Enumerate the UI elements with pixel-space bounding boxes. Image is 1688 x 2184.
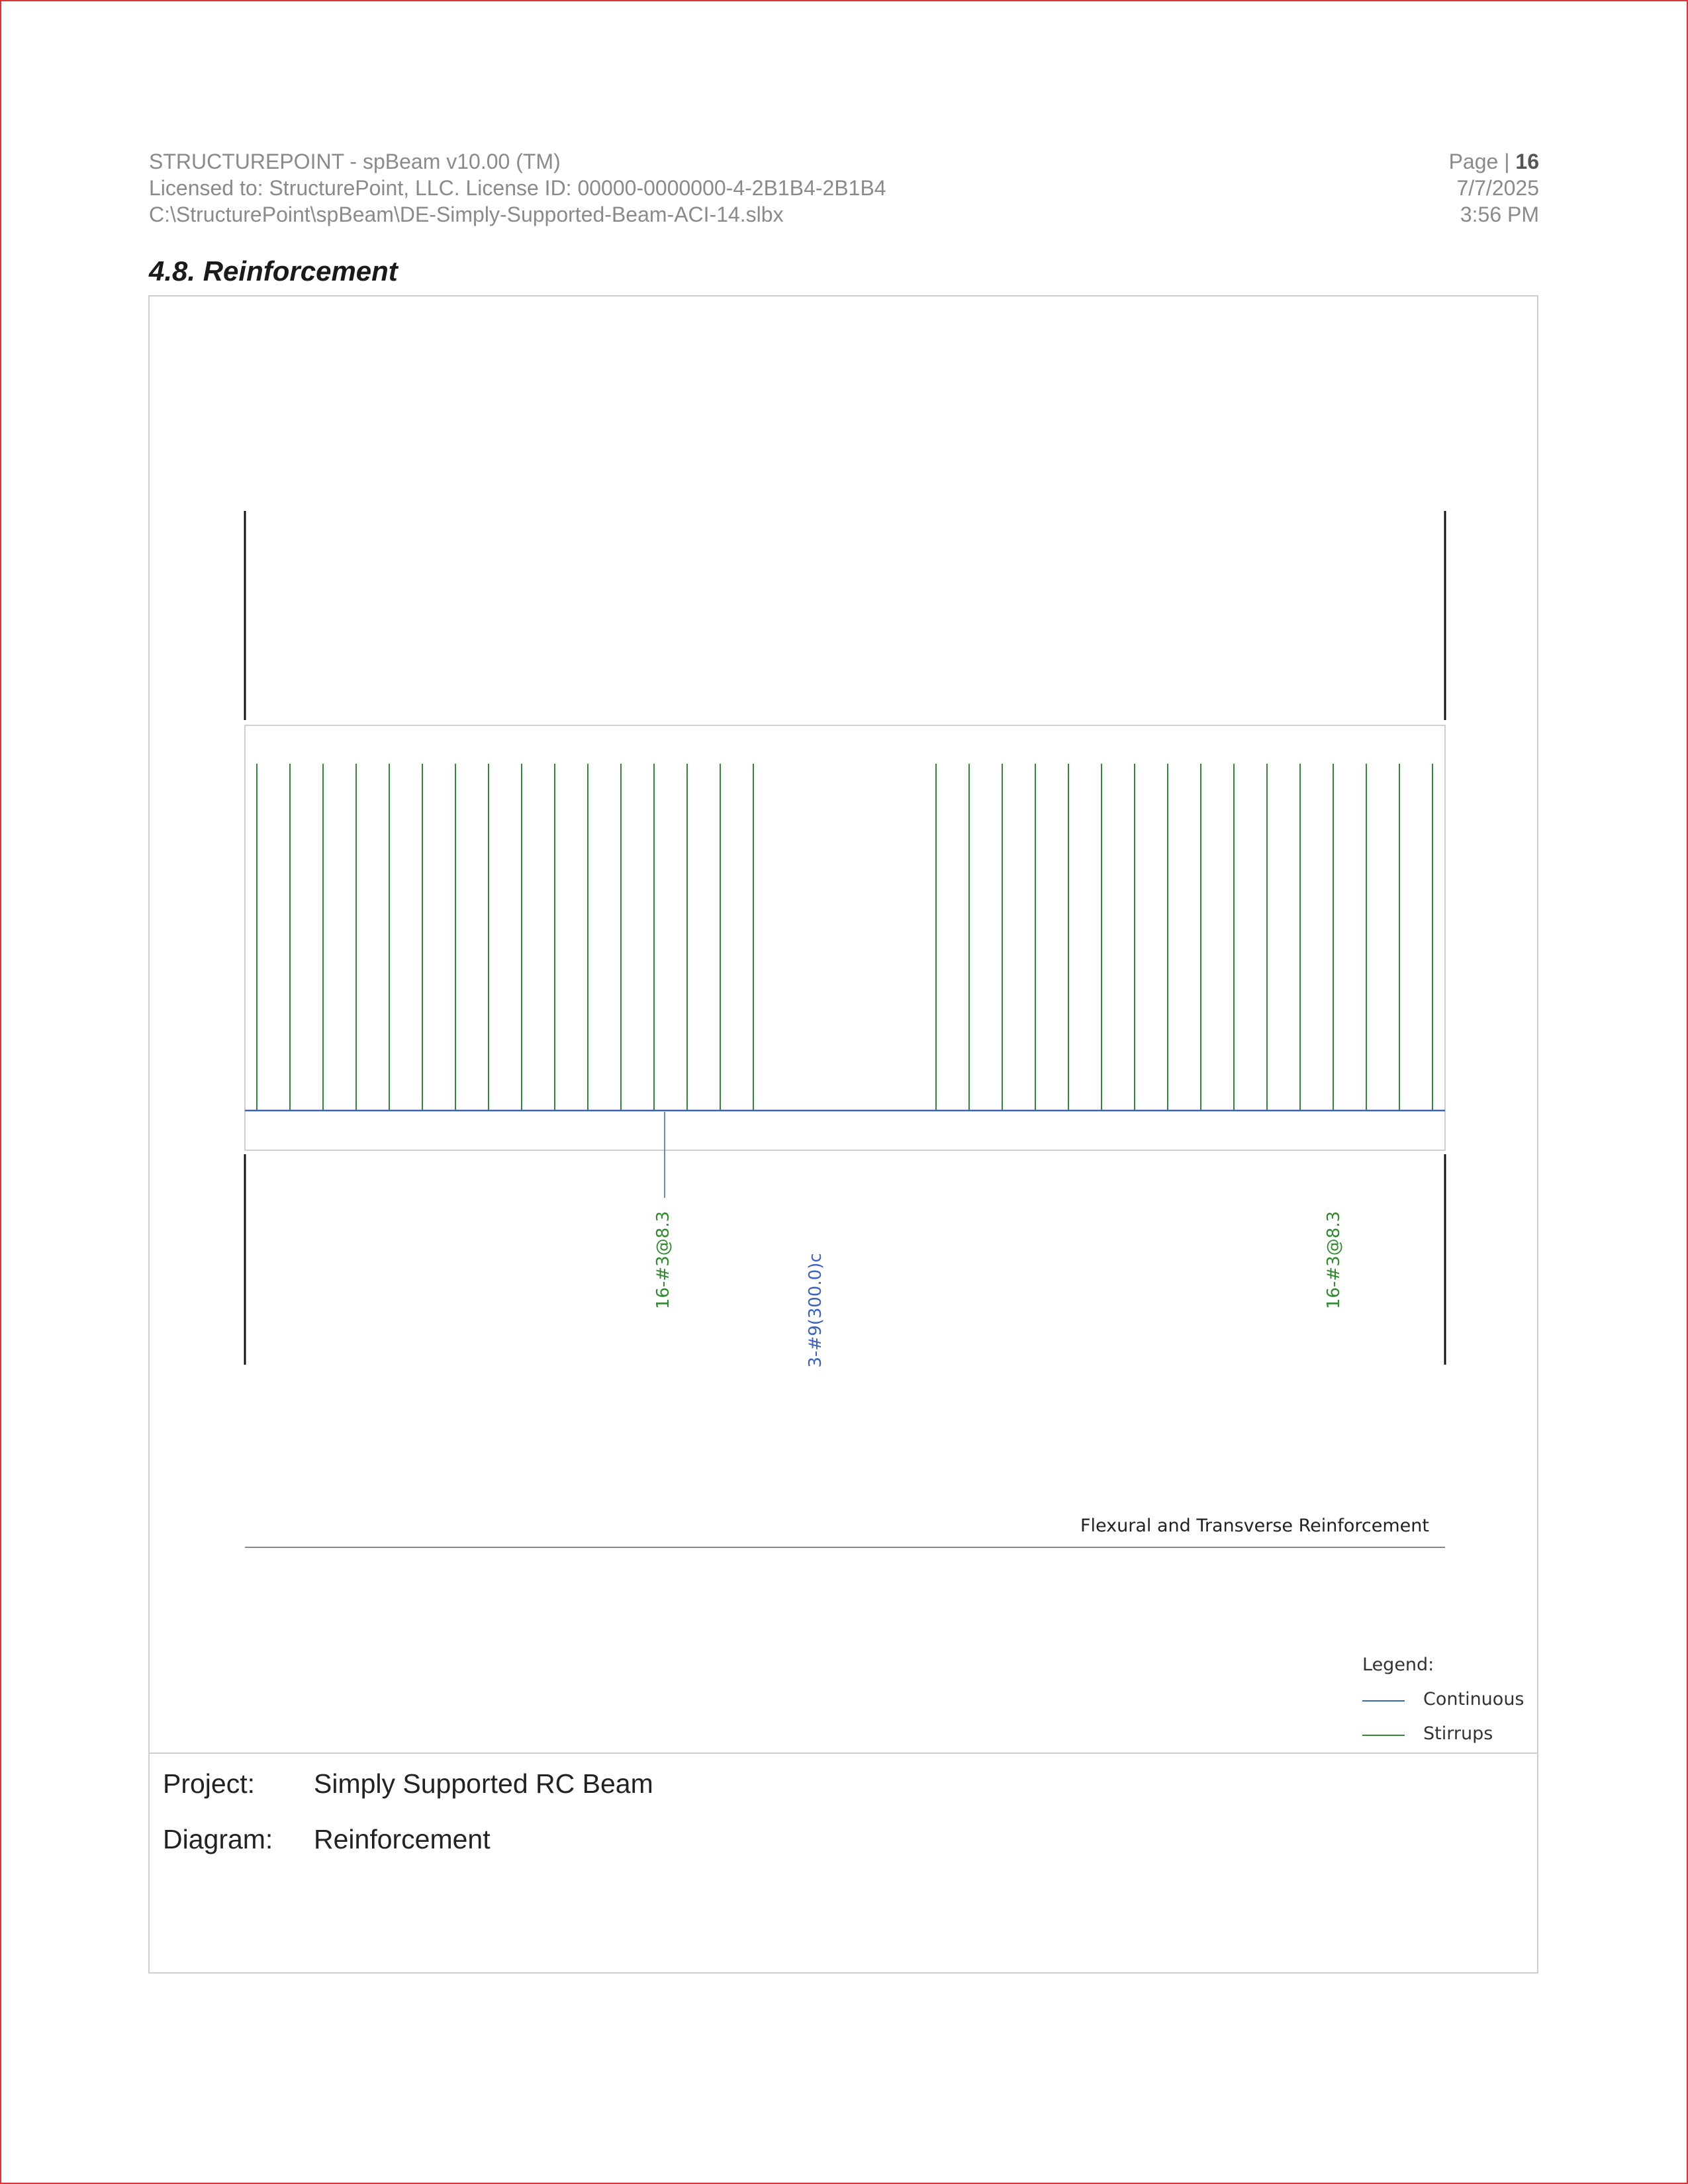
bottom-bar-label: 3-#9(300.0)c (806, 1253, 825, 1368)
legend-swatch-stirrups (1362, 1735, 1405, 1736)
project-info-panel (148, 1752, 1538, 1975)
page-label: Page | (1448, 150, 1516, 173)
diagram-key: Diagram: (163, 1824, 273, 1854)
report-date: 7/7/2025 (1456, 176, 1539, 200)
page-indicator (1449, 148, 1539, 175)
license-line: Licensed to: StructurePoint, LLC. License ID: 00000-0000000-4-2B1B4-2B1B4 (149, 176, 886, 200)
report-header-left (149, 148, 886, 228)
file-path-line: C:\StructurePoint\spBeam\DE-Simply-Supported-Beam-ACI-14.slbx (149, 203, 784, 226)
diagram-frame (148, 295, 1538, 1974)
stirrup-label-right: 16-#3@8.3 (1324, 1210, 1344, 1310)
project-value: Simply Supported RC Beam (314, 1768, 653, 1799)
report-time: 3:56 PM (1460, 203, 1539, 226)
diagram-row (163, 1824, 491, 1855)
legend-label-continuous: Continuous (1423, 1689, 1524, 1709)
project-key: Project: (163, 1768, 255, 1799)
diagram-value: Reinforcement (314, 1824, 491, 1854)
section-title: 4.8. Reinforcement (149, 255, 398, 287)
stirrups-group (257, 764, 1432, 1111)
diagram-caption: Flexural and Transverse Reinforcement (1080, 1516, 1429, 1536)
app-version-line: STRUCTUREPOINT - spBeam v10.00 (TM) (149, 150, 561, 173)
legend (1362, 1655, 1534, 1750)
project-row (163, 1768, 653, 1799)
reinforcement-diagram (150, 296, 1540, 1752)
stirrup-label-left: 16-#3@8.3 (653, 1210, 673, 1310)
legend-label-stirrups: Stirrups (1423, 1723, 1493, 1744)
legend-swatch-continuous (1362, 1700, 1405, 1702)
beam-outline (245, 725, 1445, 1150)
page-number: 16 (1515, 150, 1539, 173)
report-header-right (1449, 148, 1539, 228)
legend-title: Legend: (1362, 1655, 1434, 1675)
